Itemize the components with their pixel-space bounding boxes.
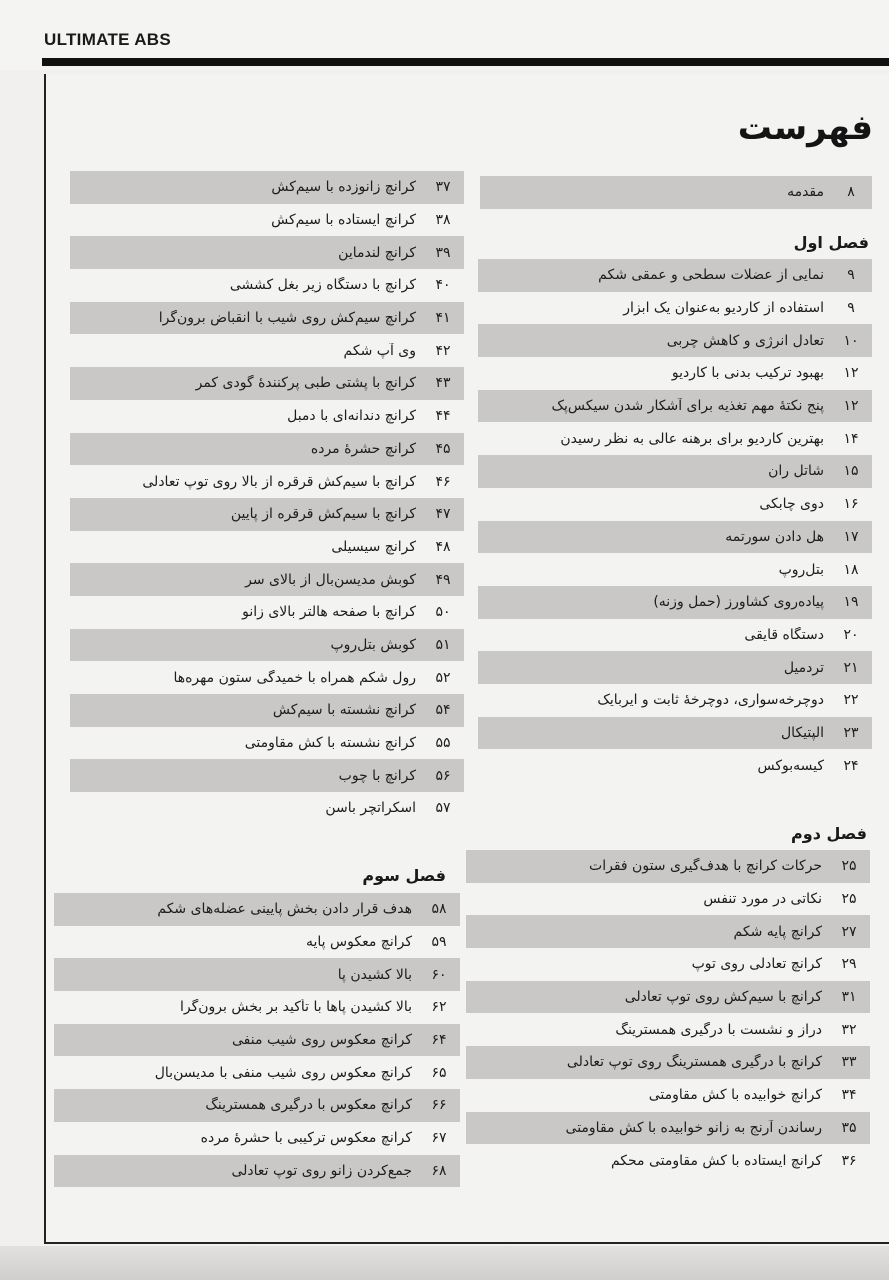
toc-entry-title: کرانچ نشسته با سیم‌کش bbox=[272, 702, 416, 719]
toc-page-number: ۲۰ bbox=[843, 626, 859, 643]
toc-entry[interactable] bbox=[70, 498, 464, 531]
toc-entry[interactable] bbox=[70, 465, 464, 498]
toc-page-number: ۴۴ bbox=[435, 408, 451, 425]
toc-entry[interactable] bbox=[70, 629, 464, 662]
toc-page-number: ۵۶ bbox=[435, 767, 451, 784]
toc-page-number: ۳۷ bbox=[435, 179, 451, 196]
toc-page-number: ۴۰ bbox=[435, 277, 451, 294]
toc-entry-title: کرانچ ایستاده با کش مقاومتی محکم bbox=[610, 1152, 822, 1169]
toc-chapter3 bbox=[54, 893, 460, 1187]
toc-page-number: ۸ bbox=[847, 184, 855, 201]
toc-entry-title: وی آپ شکم bbox=[343, 342, 416, 359]
toc-entry[interactable] bbox=[466, 948, 870, 981]
toc-entry[interactable] bbox=[54, 958, 460, 991]
toc-entry-title: کرانچ معکوس با درگیری همسترینگ bbox=[205, 1097, 412, 1114]
toc-page-number: ۱۹ bbox=[843, 594, 859, 611]
toc-page-number: ۴۶ bbox=[435, 473, 451, 490]
toc-page-number: ۴۳ bbox=[435, 375, 451, 392]
toc-entry[interactable] bbox=[466, 1046, 870, 1079]
toc-entry-title: کرانچ حشرۀ مرده bbox=[310, 440, 416, 457]
toc-entry-title: بالا کشیدن پاها با تأکید بر بخش برون‌گرا bbox=[179, 999, 412, 1016]
toc-entry[interactable] bbox=[466, 1112, 870, 1145]
toc-entry-title: هدف قرار دادن بخش پایینی عضله‌های شکم bbox=[157, 901, 412, 918]
toc-entry-title: کوبش مدیسن‌بال از بالای سر bbox=[245, 571, 416, 588]
toc-entry-title: کیسه‌بوکس bbox=[757, 757, 824, 774]
toc-page-number: ۳۴ bbox=[841, 1087, 857, 1104]
toc-entry-title: کرانچ معکوس روی شیب منفی با مدیسن‌بال bbox=[154, 1064, 412, 1081]
chapter-heading: فصل دوم bbox=[791, 824, 867, 843]
toc-page-number: ۹ bbox=[847, 300, 855, 317]
toc-intro bbox=[480, 176, 872, 209]
toc-entry[interactable] bbox=[466, 883, 870, 916]
toc-chapter2-continued bbox=[70, 171, 464, 825]
toc-page-number: ۵۰ bbox=[435, 604, 451, 621]
toc-entry[interactable] bbox=[478, 390, 872, 423]
toc-entry[interactable] bbox=[478, 259, 872, 292]
toc-entry-title: کرانچ با چوب bbox=[338, 767, 416, 784]
toc-page-number: ۱۷ bbox=[843, 528, 859, 545]
toc-entry[interactable] bbox=[478, 749, 872, 782]
toc-entry-title: تردمیل bbox=[783, 659, 824, 676]
toc-chapter1 bbox=[478, 259, 872, 782]
toc-entry[interactable] bbox=[478, 292, 872, 325]
toc-page-number: ۲۲ bbox=[843, 692, 859, 709]
toc-page-number: ۴۹ bbox=[435, 571, 451, 588]
page-edge bbox=[0, 1246, 889, 1280]
toc-entry[interactable] bbox=[70, 302, 464, 335]
toc-entry[interactable] bbox=[54, 926, 460, 959]
toc-entry[interactable] bbox=[466, 1079, 870, 1112]
toc-page-number: ۶۴ bbox=[431, 1032, 447, 1049]
toc-entry[interactable] bbox=[70, 531, 464, 564]
toc-entry[interactable] bbox=[478, 586, 872, 619]
toc-page-number: ۱۲ bbox=[843, 398, 859, 415]
toc-entry[interactable] bbox=[70, 400, 464, 433]
toc-page-number: ۱۵ bbox=[843, 463, 859, 480]
toc-page-number: ۲۱ bbox=[843, 659, 859, 676]
toc-entry-title: بهترین کاردیو برای برهنه عالی به نظر رسیدن bbox=[560, 430, 824, 447]
toc-page-number: ۱۲ bbox=[843, 365, 859, 382]
toc-entry-title: کرانچ معکوس پایه bbox=[306, 934, 412, 951]
toc-entry[interactable] bbox=[54, 1122, 460, 1155]
toc-entry[interactable] bbox=[478, 521, 872, 554]
toc-page-number: ۲۷ bbox=[841, 923, 857, 940]
toc-entry-title: کرانچ با سیم‌کش قرقره از پایین bbox=[230, 506, 416, 523]
toc-page-number: ۲۵ bbox=[841, 891, 857, 908]
toc-entry[interactable] bbox=[466, 850, 870, 883]
toc-entry[interactable] bbox=[70, 334, 464, 367]
toc-page-number: ۹ bbox=[847, 267, 855, 284]
toc-entry-title: رول شکم همراه با خمیدگی ستون مهره‌ها bbox=[173, 669, 416, 686]
toc-entry-title: کرانچ سیم‌کش روی شیب با انقباض برون‌گرا bbox=[158, 310, 416, 327]
book-title: ULTIMATE ABS bbox=[44, 30, 171, 49]
toc-entry[interactable] bbox=[54, 1056, 460, 1089]
toc-entry[interactable] bbox=[70, 759, 464, 792]
toc-entry[interactable] bbox=[478, 357, 872, 390]
toc-page-number: ۶۷ bbox=[431, 1130, 447, 1147]
toc-entry[interactable] bbox=[70, 727, 464, 760]
toc-entry-title: مقدمه bbox=[787, 184, 824, 201]
toc-entry[interactable] bbox=[478, 651, 872, 684]
chapter-heading: فصل اول bbox=[793, 233, 869, 252]
toc-page-number: ۵۷ bbox=[435, 800, 451, 817]
toc-entry-title: کرانچ با سیم‌کش روی توپ تعادلی bbox=[624, 989, 822, 1006]
toc-entry[interactable] bbox=[54, 893, 460, 926]
toc-page-number: ۶۵ bbox=[431, 1064, 447, 1081]
toc-entry-title: کرانچ با دستگاه زیر بغل کششی bbox=[229, 277, 416, 294]
toc-title: فهرست bbox=[737, 108, 873, 148]
toc-entry[interactable] bbox=[466, 981, 870, 1014]
running-header bbox=[0, 0, 889, 70]
toc-page-number: ۴۲ bbox=[435, 342, 451, 359]
toc-entry-title: بتل‌روپ bbox=[778, 561, 824, 578]
toc-entry[interactable] bbox=[478, 422, 872, 455]
toc-entry[interactable] bbox=[478, 553, 872, 586]
toc-page-number: ۱۰ bbox=[843, 332, 859, 349]
toc-entry-title: رساندن آرنج به زانو خوابیده با کش مقاومتی bbox=[565, 1119, 822, 1136]
toc-entry-title: نمایی از عضلات سطحی و عمقی شکم bbox=[598, 267, 824, 284]
toc-page-number: ۶۰ bbox=[431, 966, 447, 983]
toc-entry[interactable] bbox=[478, 684, 872, 717]
toc-entry[interactable] bbox=[70, 661, 464, 694]
toc-entry-title: کرانچ با درگیری همسترینگ روی توپ تعادلی bbox=[566, 1054, 822, 1071]
toc-entry[interactable] bbox=[478, 717, 872, 750]
toc-entry[interactable] bbox=[70, 171, 464, 204]
toc-entry[interactable] bbox=[466, 1013, 870, 1046]
toc-entry[interactable] bbox=[480, 176, 872, 209]
toc-entry-title: دستگاه قایقی bbox=[744, 626, 824, 643]
toc-entry-title: کرانچ پایه شکم bbox=[733, 923, 822, 940]
toc-page-number: ۴۵ bbox=[435, 440, 451, 457]
toc-page-number: ۵۴ bbox=[435, 702, 451, 719]
toc-entry-title: دوچرخه‌سواری، دوچرخۀ ثابت و ایربایک bbox=[597, 692, 824, 709]
toc-page-number: ۱۴ bbox=[843, 430, 859, 447]
toc-entry[interactable] bbox=[478, 324, 872, 357]
toc-entry-title: کرانچ با پشتی طبی پرکنندۀ گودی کمر bbox=[195, 375, 416, 392]
toc-entry-title: کرانچ دندانه‌ای با دمبل bbox=[287, 408, 416, 425]
toc-page-number: ۵۲ bbox=[435, 669, 451, 686]
toc-entry[interactable] bbox=[54, 1089, 460, 1122]
toc-entry-title: دوی چابکی bbox=[759, 496, 824, 513]
toc-entry-title: پیاده‌روی کشاورز (حمل وزنه) bbox=[653, 594, 824, 611]
toc-page-number: ۴۱ bbox=[435, 310, 451, 327]
toc-page-number: ۲۹ bbox=[841, 956, 857, 973]
toc-page-number: ۳۶ bbox=[841, 1152, 857, 1169]
toc-page-number: ۵۵ bbox=[435, 735, 451, 752]
toc-entry[interactable] bbox=[70, 694, 464, 727]
toc-entry-title: کرانچ تعادلی روی توپ bbox=[691, 956, 822, 973]
header-rule bbox=[42, 58, 889, 66]
toc-entry-title: کرانچ با سیم‌کش قرقره از بالا روی توپ تعادلی bbox=[142, 473, 416, 490]
toc-entry-title: کوبش بتل‌روپ bbox=[330, 636, 416, 653]
toc-page-number: ۲۴ bbox=[843, 757, 859, 774]
toc-entry[interactable] bbox=[54, 1155, 460, 1188]
toc-entry-title: جمع‌کردن زانو روی توپ تعادلی bbox=[231, 1162, 412, 1179]
toc-page-number: ۴۷ bbox=[435, 506, 451, 523]
toc-entry-title: نکاتی در مورد تنفس bbox=[703, 891, 822, 908]
toc-entry-title: کرانچ معکوس روی شیب منفی bbox=[232, 1032, 412, 1049]
chapter-heading: فصل سوم bbox=[362, 866, 446, 885]
toc-page-number: ۳۳ bbox=[841, 1054, 857, 1071]
toc-entry-title: کرانچ سیسیلی bbox=[331, 538, 416, 555]
toc-page-number: ۶۶ bbox=[431, 1097, 447, 1114]
toc-page-number: ۱۸ bbox=[843, 561, 859, 578]
toc-entry-title: تعادل انرژی و کاهش چربی bbox=[666, 332, 824, 349]
toc-page-number: ۴۸ bbox=[435, 538, 451, 555]
toc-page-number: ۳۲ bbox=[841, 1021, 857, 1038]
toc-page-number: ۲۵ bbox=[841, 858, 857, 875]
toc-entry-title: هل دادن سورتمه bbox=[725, 528, 824, 545]
toc-entry[interactable] bbox=[54, 1024, 460, 1057]
toc-entry-title: کرانچ ایستاده با سیم‌کش bbox=[271, 212, 416, 229]
toc-entry[interactable] bbox=[70, 367, 464, 400]
toc-entry-title: حرکات کرانچ با هدف‌گیری ستون فقرات bbox=[589, 858, 822, 875]
toc-entry-title: استفاده از کاردیو به‌عنوان یک ابزار bbox=[623, 300, 824, 317]
toc-entry-title: شاتل ران bbox=[768, 463, 824, 480]
toc-page-number: ۵۹ bbox=[431, 934, 447, 951]
toc-entry[interactable] bbox=[466, 1144, 870, 1177]
toc-page-number: ۶۸ bbox=[431, 1162, 447, 1179]
toc-page-number: ۳۵ bbox=[841, 1119, 857, 1136]
toc-entry-title: کرانچ معکوس ترکیبی با حشرۀ مرده bbox=[200, 1130, 412, 1147]
toc-entry-title: کرانچ با صفحه هالتر بالای زانو bbox=[242, 604, 416, 621]
toc-page-number: ۳۸ bbox=[435, 212, 451, 229]
toc-entry-title: پنج نکتۀ مهم تغذیه برای آشکار شدن سیکس‌پک bbox=[551, 398, 824, 415]
toc-entry[interactable] bbox=[54, 991, 460, 1024]
toc-entry[interactable] bbox=[70, 433, 464, 466]
toc-entry[interactable] bbox=[478, 619, 872, 652]
toc-page-number: ۳۹ bbox=[435, 244, 451, 261]
toc-entry-title: الپتیکال bbox=[781, 724, 824, 741]
toc-entry[interactable] bbox=[70, 269, 464, 302]
toc-page-number: ۶۲ bbox=[431, 999, 447, 1016]
toc-entry-title: بالا کشیدن پا bbox=[337, 966, 412, 983]
toc-entry-title: کرانچ خوابیده با کش مقاومتی bbox=[648, 1087, 822, 1104]
toc-entry[interactable] bbox=[70, 236, 464, 269]
toc-entry[interactable] bbox=[70, 792, 464, 825]
toc-entry-title: کرانچ زانوزده با سیم‌کش bbox=[271, 179, 416, 196]
toc-page-number: ۲۳ bbox=[843, 724, 859, 741]
toc-entry[interactable] bbox=[478, 455, 872, 488]
toc-page-number: ۱۶ bbox=[843, 496, 859, 513]
toc-entry[interactable] bbox=[466, 915, 870, 948]
toc-entry-title: بهبود ترکیب بدنی با کاردیو bbox=[671, 365, 824, 382]
toc-entry[interactable] bbox=[478, 488, 872, 521]
toc-page-number: ۵۱ bbox=[435, 636, 451, 653]
toc-entry[interactable] bbox=[70, 563, 464, 596]
toc-entry-title: کرانچ لندماین bbox=[338, 244, 416, 261]
toc-page-number: ۵۸ bbox=[431, 901, 447, 918]
toc-entry-title: دراز و نشست با درگیری همسترینگ bbox=[615, 1021, 822, 1038]
toc-entry[interactable] bbox=[70, 596, 464, 629]
toc-chapter2 bbox=[466, 850, 870, 1177]
toc-entry[interactable] bbox=[70, 204, 464, 237]
toc-page-number: ۳۱ bbox=[841, 989, 857, 1006]
toc-entry-title: کرانچ نشسته با کش مقاومتی bbox=[244, 735, 416, 752]
toc-entry-title: اسکراتچر باسن bbox=[325, 800, 416, 817]
